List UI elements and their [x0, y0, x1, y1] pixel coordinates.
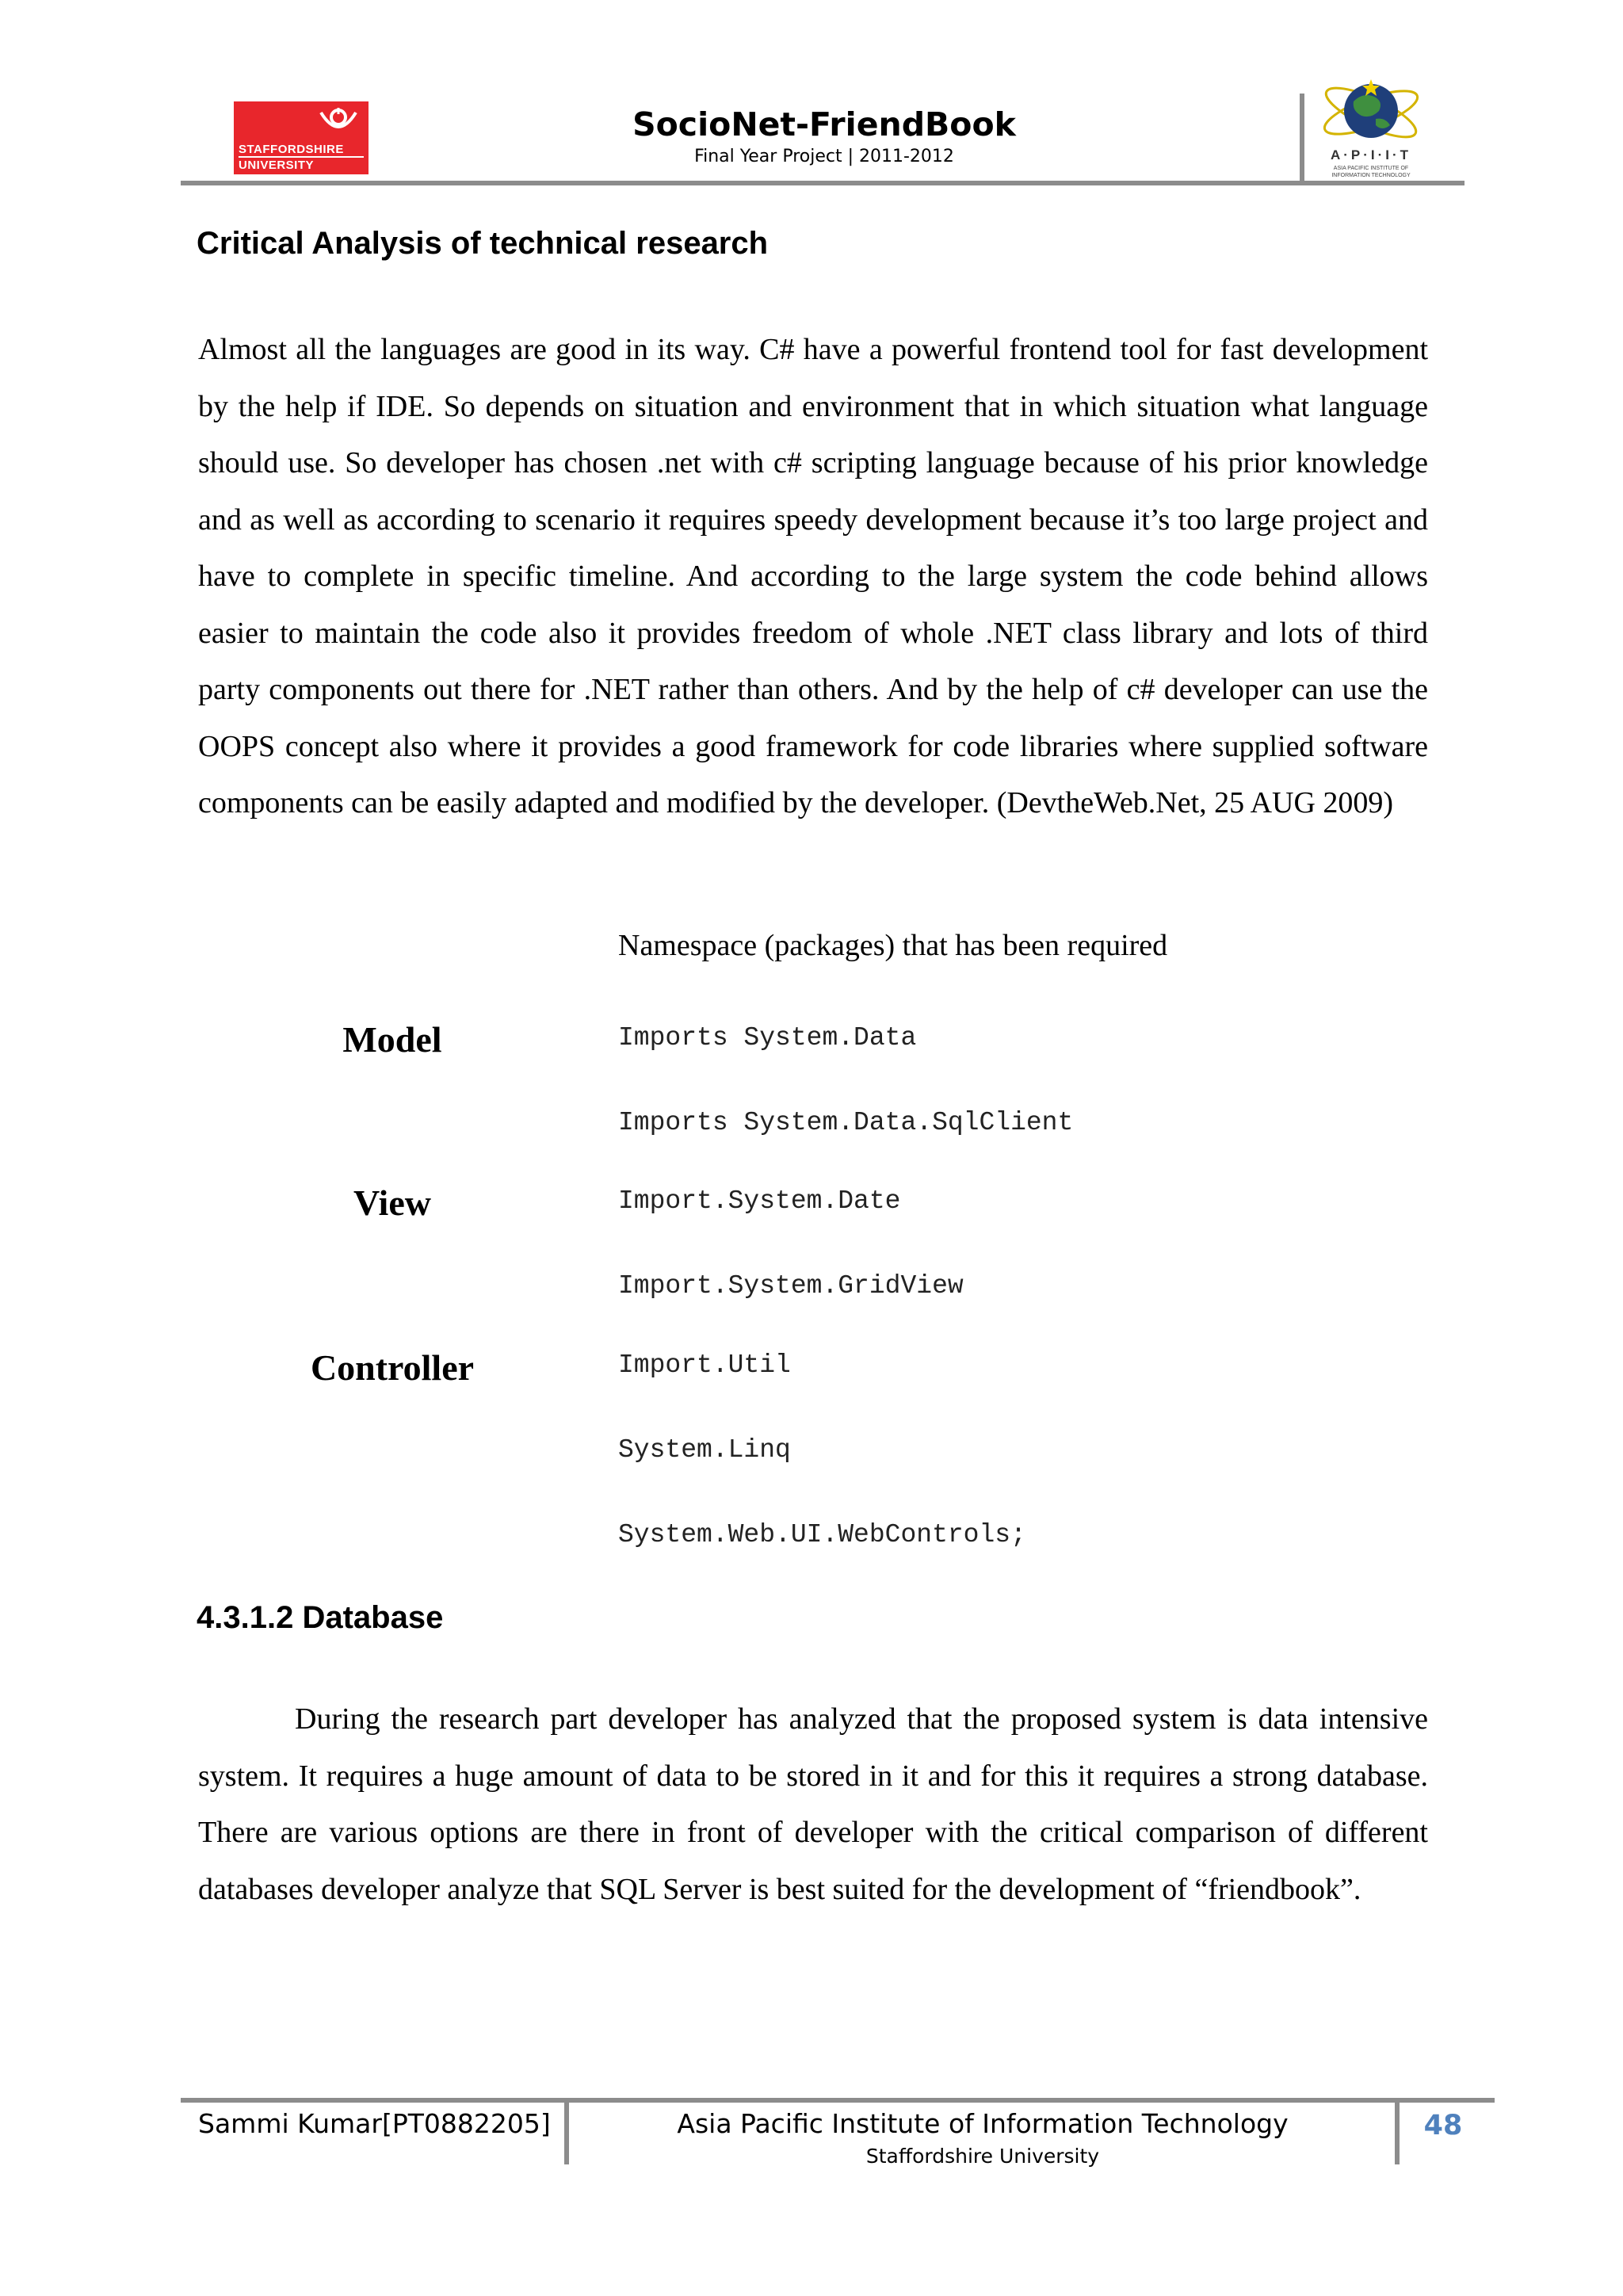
- apiit-tagline: ASIA PACIFIC INSTITUTE OF INFORMATION TECHNOLOGY: [1331, 166, 1411, 178]
- logo-wordmark: [239, 143, 364, 172]
- code-line: Import.System.Date: [618, 1186, 901, 1216]
- header-rule: [181, 181, 1465, 185]
- footer-author: Sammi Kumar[PT0882205]: [198, 2108, 551, 2139]
- database-paragraph-text: During the research part developer has analyzed that the proposed system is data intensive system. It requires a huge amount of data to be stored in it and for this it requires a strong database. There are various options are there in front of developer with the critical comparison of different databases developer analyze that SQL Server is best suited for the development of “friendbook”.: [198, 1702, 1428, 1906]
- staffordshire-logo: [234, 101, 369, 174]
- document-subtitle: Final Year Project | 2011-2012: [694, 147, 954, 166]
- code-line: Imports System.Data.SqlClient: [618, 1108, 1074, 1137]
- header-divider: [1300, 94, 1304, 182]
- logo-word-university: UNIVERSITY: [239, 156, 364, 172]
- section-heading-critical-analysis: Critical Analysis of technical research: [197, 226, 769, 261]
- footer-institute: Asia Pacific Institute of Information Technology: [677, 2108, 1289, 2139]
- apiit-logo: [1316, 73, 1426, 182]
- mvc-label-model: Model: [342, 1019, 442, 1060]
- code-line: Imports System.Data: [618, 1023, 917, 1052]
- code-line: System.Web.UI.WebControls;: [618, 1520, 1026, 1549]
- database-paragraph: [198, 1691, 1428, 1918]
- code-line: System.Linq: [618, 1435, 791, 1465]
- code-line: Import.Util: [618, 1350, 791, 1380]
- footer-university: Staffordshire University: [865, 2145, 1100, 2168]
- globe-icon: [1316, 73, 1426, 149]
- footer-rule: [181, 2098, 1495, 2103]
- document-title: SocioNet-FriendBook: [632, 105, 1016, 143]
- footer-divider: [564, 2098, 569, 2164]
- code-line: Import.System.GridView: [618, 1271, 964, 1301]
- section-heading-database: 4.3.1.2 Database: [197, 1600, 444, 1635]
- footer-divider: [1395, 2098, 1400, 2164]
- stafford-knot-icon: [316, 106, 361, 141]
- logo-word-staffordshire: STAFFORDSHIRE: [239, 143, 344, 156]
- apiit-wordmark: A·P·I·I·T: [1330, 147, 1412, 162]
- mvc-label-view: View: [353, 1182, 431, 1223]
- critical-analysis-paragraph: Almost all the languages are good in its way. C# have a powerful frontend tool for fast development by the help if IDE. So depends on situation and environment that in which situation what language should use. So developer has chosen .net with c# scripting language because of his prior knowledge and as well as according to scenario it requires speedy development because it’s too large project and have to complete in specific timeline. And according to the large system the code behind allows easier to maintain the code also it provides freedom of whole .NET class library and lots of third party components out there for .NET rather than others. And by the help of c# developer can use the OOPS concept also where it provides a good framework for code libraries where supplied software components can be easily adapted and modified by the developer. (DevtheWeb.Net, 25 AUG 2009): [198, 333, 1428, 819]
- mvc-label-controller: Controller: [310, 1347, 475, 1388]
- page-number: 48: [1423, 2110, 1463, 2141]
- namespace-caption: Namespace (packages) that has been required: [618, 929, 1168, 962]
